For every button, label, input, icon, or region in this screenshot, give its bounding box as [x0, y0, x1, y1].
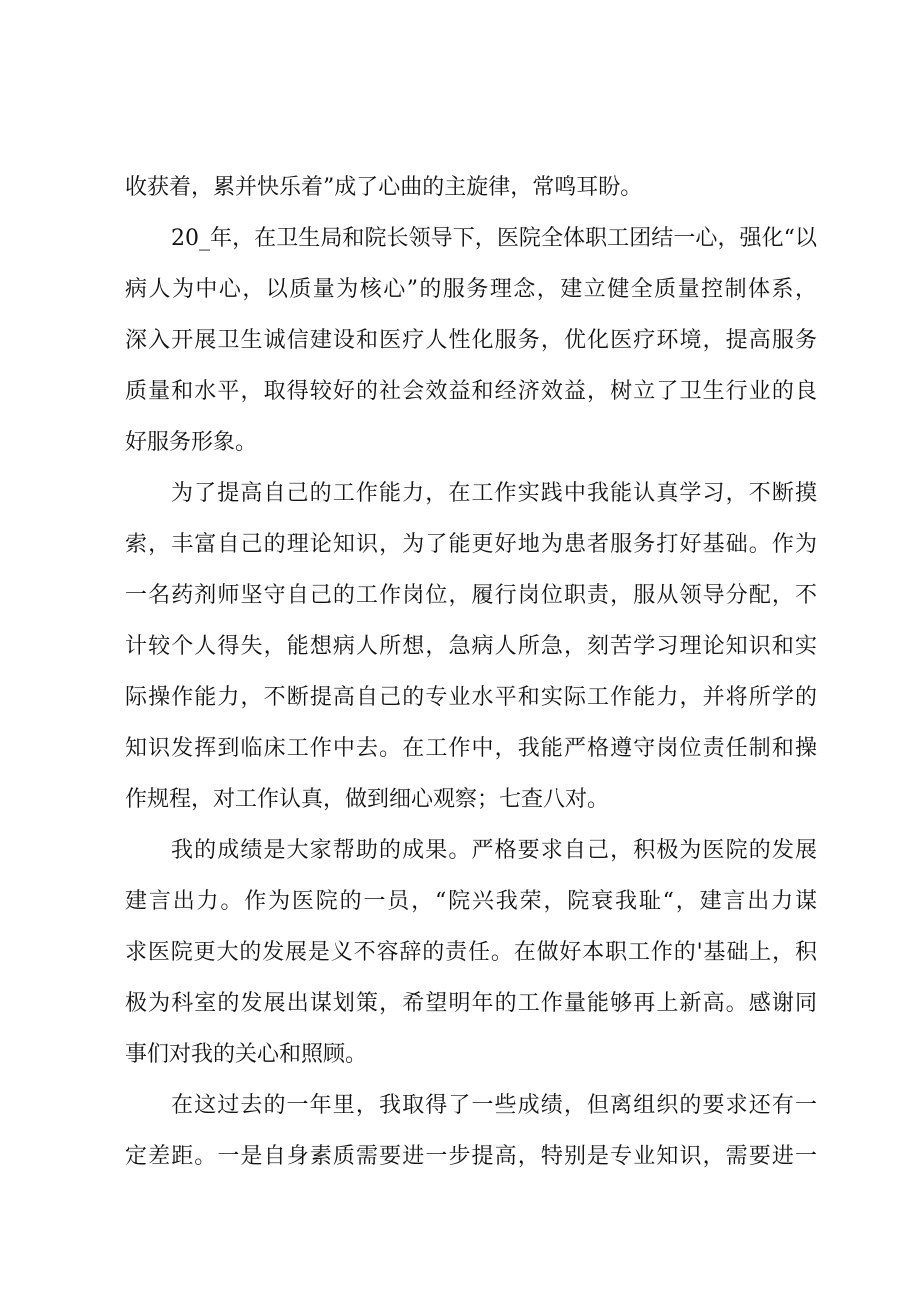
text-line: 收获着，累并快乐着”成了心曲的主旋律，常鸣耳盼。: [125, 175, 643, 200]
text-line: 在这过去的一年里，我取得了一些成绩，但离组织的要求还有一: [171, 1093, 817, 1118]
text-line: 建言出力。作为医院的一员，“院兴我荣，院衰我耻“，建言出力谋: [125, 889, 817, 914]
text-line: 质量和水平，取得较好的社会效益和经济效益，树立了卫生行业的良: [125, 379, 817, 404]
text-line: 一名药剂师坚守自己的工作岗位，履行岗位职责，服从领导分配，不: [125, 583, 817, 608]
text-line: 求医院更大的发展是义不容辞的责任。在做好本职工作的'基础上，积: [125, 940, 817, 965]
text-line: 好服务形象。: [125, 430, 258, 455]
text-line: 极为科室的发展出谋划策，希望明年的工作量能够再上新高。感谢同: [125, 991, 817, 1016]
text-line: 索，丰富自己的理论知识，为了能更好地为患者服务打好基础。作为: [125, 532, 817, 557]
text-line: 病人为中心，以质量为核心”的服务理念，建立健全质量控制体系，: [125, 277, 817, 302]
text-line: 事们对我的关心和照顾。: [125, 1042, 368, 1067]
text-line: 定差距。一是自身素质需要进一步提高，特别是专业知识，需要进一: [125, 1144, 817, 1169]
text-line: 20_年，在卫生局和院长领导下，医院全体职工团结一心，强化“以: [171, 226, 817, 251]
text-line: 深入开展卫生诚信建设和医疗人性化服务，优化医疗环境，提高服务: [125, 328, 817, 353]
text-line: 知识发挥到临床工作中去。在工作中，我能严格遵守岗位责任制和操: [125, 736, 817, 761]
text-line: 际操作能力，不断提高自己的专业水平和实际工作能力，并将所学的: [125, 685, 817, 710]
text-line: 我的成绩是大家帮助的成果。严格要求自己，积极为医院的发展: [171, 838, 817, 863]
text-line: 作规程，对工作认真，做到细心观察；七查八对。: [125, 787, 610, 812]
text-line: 为了提高自己的工作能力，在工作实践中我能认真学习，不断摸: [171, 481, 817, 506]
text-line: 计较个人得失，能想病人所想，急病人所急，刻苦学习理论知识和实: [125, 634, 817, 659]
